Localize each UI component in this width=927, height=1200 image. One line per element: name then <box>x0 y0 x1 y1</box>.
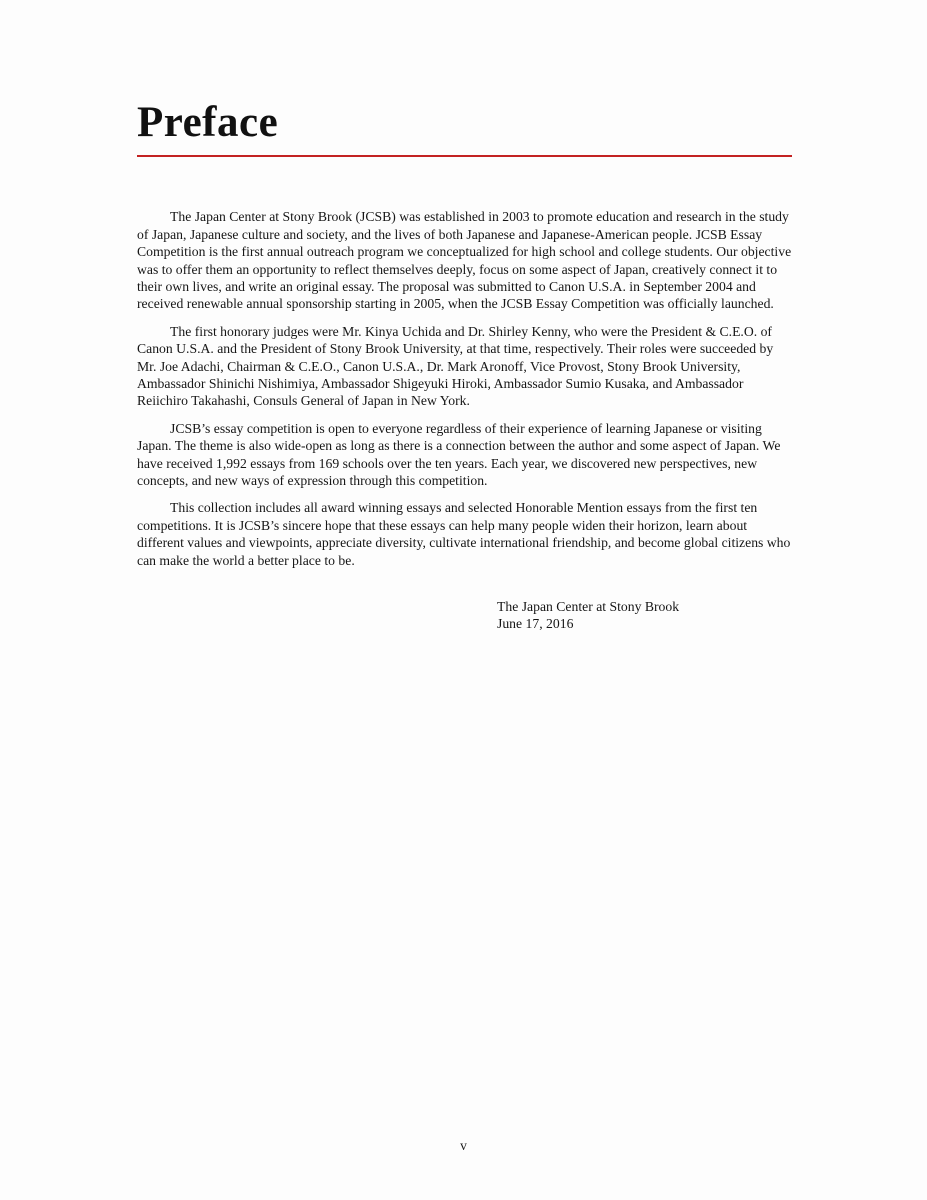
paragraph-2: The first honorary judges were Mr. Kinya Uchida and Dr. Shirley Kenny, who were the President & C.E.O. of Canon U.S.A. and the President of Stony Brook University, at that time, respectively. Their roles were succeeded by Mr. Joe Adachi, Chairman & C.E.O., Canon U.S.A., Dr. Mark Aronoff, Vice Provost, Stony Brook University, Ambassador Shinichi Nishimiya, Ambassador Shigeyuki Hiroki, Ambassador Sumio Kusaka, and Ambassador Reiichiro Takahashi, Consuls General of Japan in New York. <box>137 323 774 409</box>
signature-date: June 17, 2016 <box>497 616 574 632</box>
preface-body <box>137 208 792 569</box>
title-rule-divider <box>137 155 792 157</box>
paragraph-3: JCSB’s essay competition is open to everyone regardless of their experience of learning Japanese or visiting Japan. The theme is also wide-open as long as there is a connection between the author and some aspect of Japan. We have received 1,992 essays from 169 schools over the ten years. Each year, we discovered new perspectives, new concepts, and new ways of expression through this competition. <box>137 420 781 488</box>
page-content <box>137 0 792 633</box>
page-title: Preface <box>137 99 279 146</box>
signature-block <box>137 598 792 633</box>
paragraph-4: This collection includes all award winning essays and selected Honorable Mention essays from the first ten competitions. It is JCSB’s sincere hope that these essays can help many people widen their horizon, learn about different values and viewpoints, appreciate diversity, cultivate international friendship, and become global citizens who can make the world a better place to be. <box>137 500 791 568</box>
paragraph-1: The Japan Center at Stony Brook (JCSB) was established in 2003 to promote education and research in the study of Japan, Japanese culture and society, and the lives of both Japanese and Japanese-American people. JCSB Essay Competition is the first annual outreach program we conceptualized for high school and college students. Our objective was to offer them an opportunity to reflect themselves deeply, focus on some aspect of Japan, creatively connect it to their own lives, and write an original essay. The proposal was submitted to Canon U.S.A. in September 2004 and received renewable annual sponsorship starting in 2005, when the JCSB Essay Competition was officially launched. <box>137 209 792 312</box>
signature-author: The Japan Center at Stony Brook <box>497 599 680 615</box>
page-number: v <box>460 1138 467 1153</box>
